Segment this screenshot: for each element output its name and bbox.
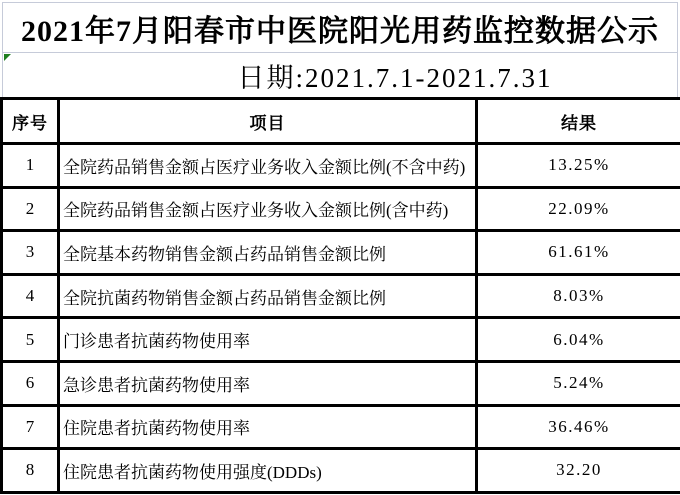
result-cell: 32.20 bbox=[477, 449, 680, 493]
result-cell: 8.03% bbox=[477, 274, 680, 318]
item-cell: 住院患者抗菌药物使用率 bbox=[59, 405, 477, 449]
row-number-cell: 8 bbox=[2, 449, 59, 493]
table-row bbox=[2, 187, 680, 231]
row-number-cell: 1 bbox=[2, 144, 59, 188]
result-cell: 5.24% bbox=[477, 361, 680, 405]
column-header-result: 结果 bbox=[477, 99, 680, 144]
result-cell: 61.61% bbox=[477, 231, 680, 275]
result-cell: 13.25% bbox=[477, 144, 680, 188]
item-cell: 全院药品销售金额占医疗业务收入金额比例(不含中药) bbox=[59, 144, 477, 188]
row-number-cell: 6 bbox=[2, 361, 59, 405]
date-cell bbox=[2, 53, 678, 97]
table-row bbox=[2, 318, 680, 362]
item-cell: 住院患者抗菌药物使用强度(DDDs) bbox=[59, 449, 477, 493]
row-number-cell: 2 bbox=[2, 187, 59, 231]
item-cell: 门诊患者抗菌药物使用率 bbox=[59, 318, 477, 362]
table-row bbox=[2, 361, 680, 405]
item-cell: 急诊患者抗菌药物使用率 bbox=[59, 361, 477, 405]
row-number-cell: 3 bbox=[2, 231, 59, 275]
table-header-row bbox=[2, 99, 680, 144]
table-row bbox=[2, 449, 680, 493]
result-cell: 22.09% bbox=[477, 187, 680, 231]
item-cell: 全院抗菌药物销售金额占药品销售金额比例 bbox=[59, 274, 477, 318]
item-cell: 全院药品销售金额占医疗业务收入金额比例(含中药) bbox=[59, 187, 477, 231]
result-cell: 36.46% bbox=[477, 405, 680, 449]
row-number-cell: 5 bbox=[2, 318, 59, 362]
title-cell bbox=[2, 2, 678, 53]
data-table bbox=[0, 97, 680, 494]
column-header-item: 项目 bbox=[59, 99, 477, 144]
page-title: 2021年7月阳春市中医院阳光用药监控数据公示 bbox=[21, 14, 659, 48]
item-cell: 全院基本药物销售金额占药品销售金额比例 bbox=[59, 231, 477, 275]
table-row bbox=[2, 405, 680, 449]
table-row bbox=[2, 231, 680, 275]
table-row bbox=[2, 144, 680, 188]
column-header-no: 序号 bbox=[2, 99, 59, 144]
row-number-cell: 7 bbox=[2, 405, 59, 449]
date-range: 日期:2021.7.1-2021.7.31 bbox=[237, 62, 553, 93]
table-row bbox=[2, 274, 680, 318]
row-number-cell: 4 bbox=[2, 274, 59, 318]
result-cell: 6.04% bbox=[477, 318, 680, 362]
cell-error-marker-icon bbox=[4, 54, 11, 61]
